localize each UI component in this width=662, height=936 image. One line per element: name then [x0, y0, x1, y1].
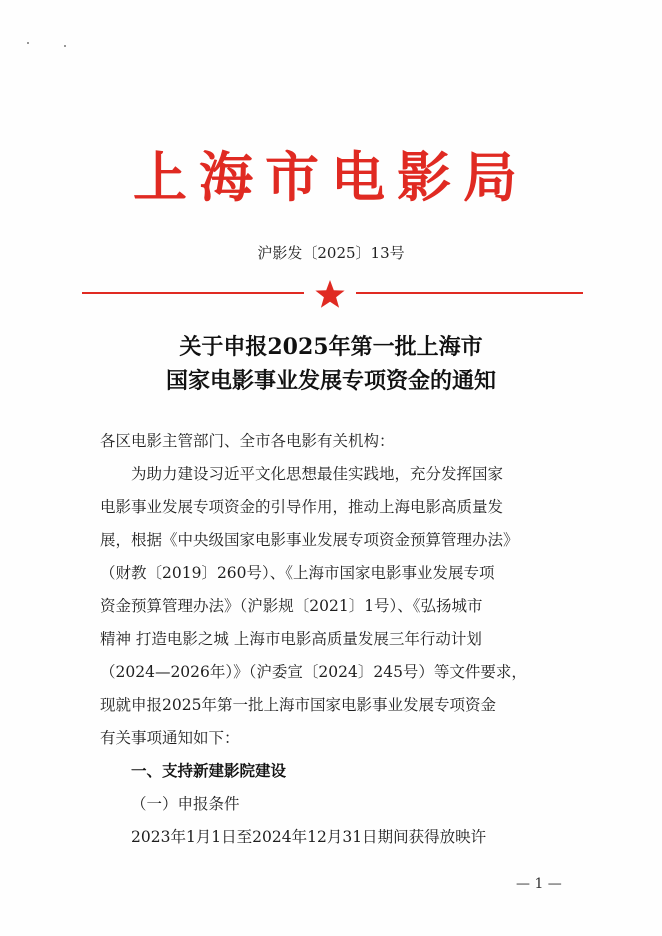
red-divider-right: [356, 292, 583, 294]
body-line: 资金预算管理办法》（沪影规〔2021〕1号）、《弘扬城市: [100, 597, 483, 615]
notice-title-line-1: 关于申报2025年第一批上海市: [179, 334, 483, 360]
body-line: 2023年1月1日至2024年12月31日期间获得放映许: [131, 828, 487, 846]
body-line: 精神 打造电影之城 上海市电影高质量发展三年行动计划: [100, 630, 482, 648]
body-line: 现就申报2025年第一批上海市国家电影事业发展专项资金: [100, 696, 496, 714]
body-line: 为助力建设习近平文化思想最佳实践地，充分发挥国家: [131, 465, 504, 483]
recipients-line: 各区电影主管部门、全市各电影有关机构：: [100, 432, 395, 450]
masthead-title: 上海市电影局: [133, 146, 529, 209]
subsection-heading: （一）申报条件: [131, 795, 240, 813]
body-line: 有关事项通知如下：: [100, 729, 240, 747]
star-icon: [314, 279, 346, 309]
red-divider-left: [82, 292, 304, 294]
scan-speck: [64, 45, 66, 47]
body-line: （财教〔2019〕260号）、《上海市国家电影事业发展专项: [100, 564, 495, 582]
section-heading: 一、支持新建影院建设: [131, 762, 287, 780]
body-line: 电影事业发展专项资金的引导作用，推动上海电影高质量发: [100, 498, 504, 516]
notice-title-line-2: 国家电影事业发展专项资金的通知: [165, 368, 496, 394]
body-line: （2024—2026年）》（沪委宣〔2024〕245号）等文件要求，: [100, 663, 527, 681]
scan-speck: [27, 42, 29, 44]
page-number: — 1 —: [516, 876, 562, 892]
document-number: 沪影发〔2025〕13号: [257, 244, 405, 262]
body-line: 展，根据《中央级国家电影事业发展专项资金预算管理办法》: [100, 531, 519, 549]
